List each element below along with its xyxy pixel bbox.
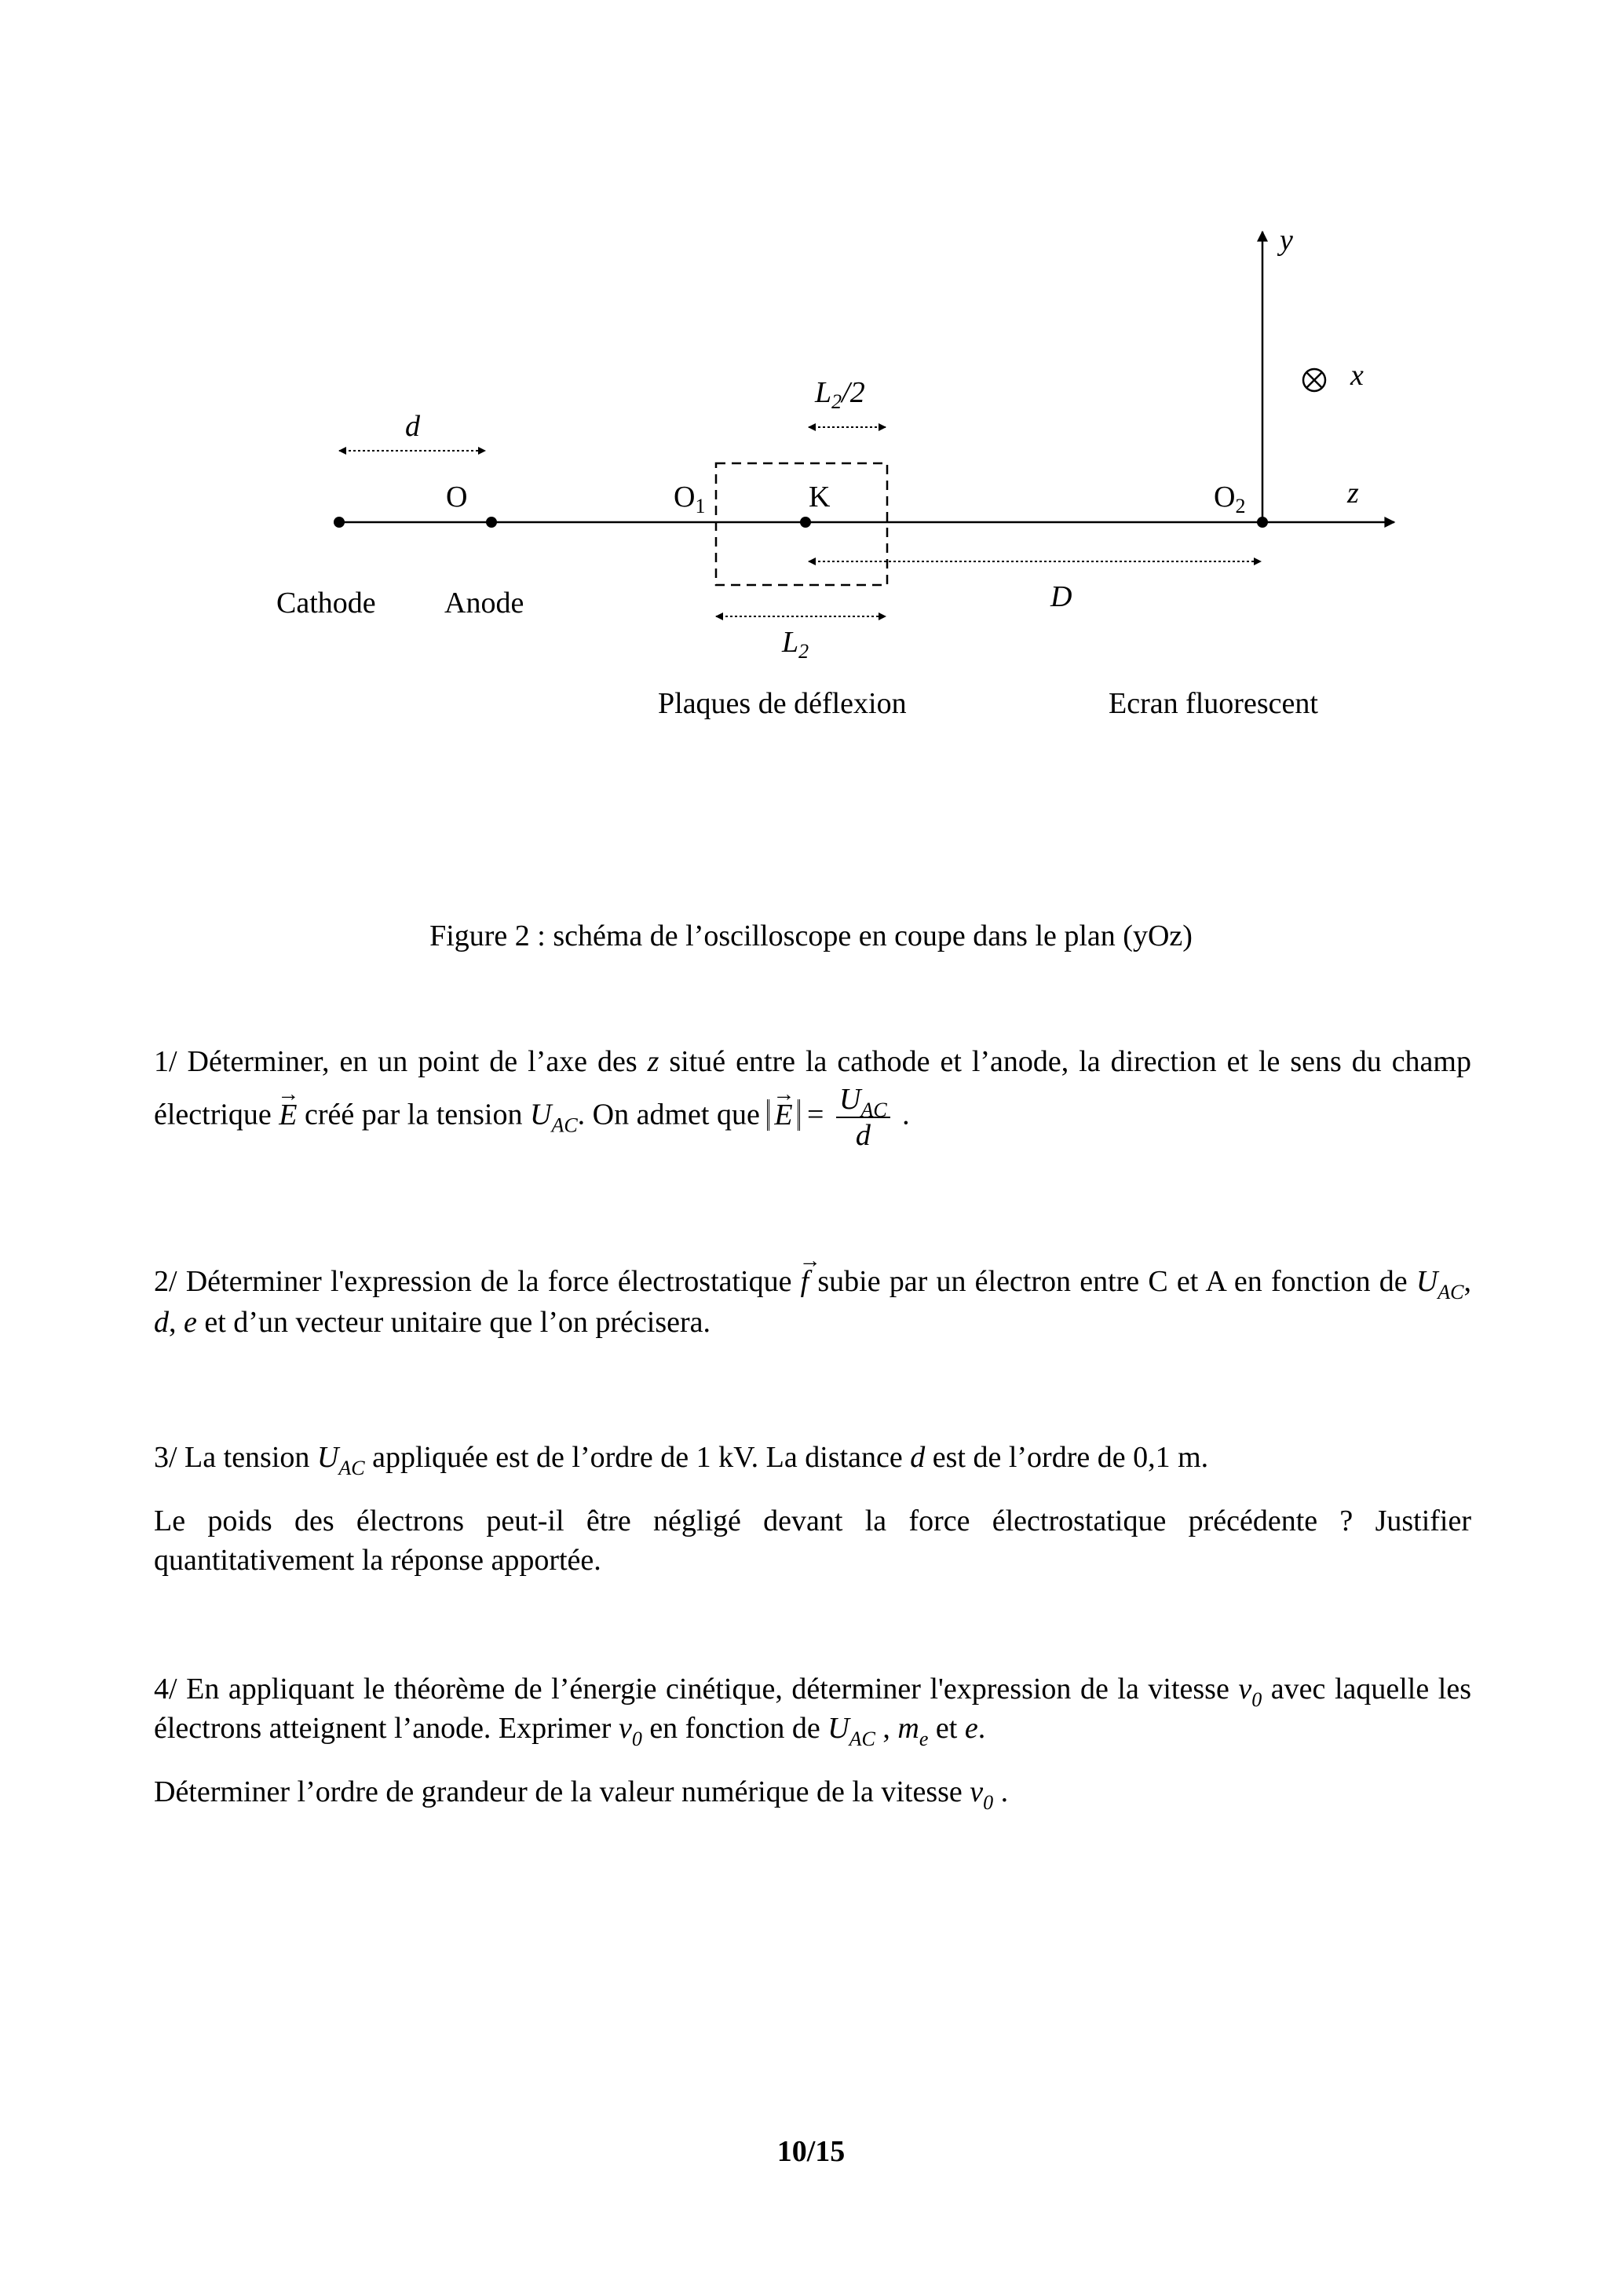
question-4-part-2: Déterminer l’ordre de grandeur de la valeur numérique de la vitesse $v_0$ . bbox=[154, 1775, 1009, 1814]
question-2: 2/ Déterminer l'expression de la force électrostatique → f subie par un électron entre C et A en fonction de $U_{AC}$, d, e et d’un vecteur unitaire que l’on précisera. bbox=[154, 1261, 1471, 1343]
label-l2-half: $L_2/2$ bbox=[815, 376, 865, 413]
label-ecran: Ecran fluorescent bbox=[1109, 687, 1318, 720]
label-cathode: Cathode bbox=[276, 587, 376, 620]
page-number: 10/15 bbox=[776, 2135, 846, 2168]
o2-point bbox=[1257, 517, 1268, 528]
label-anode: Anode bbox=[444, 587, 524, 620]
label-O: O bbox=[446, 481, 468, 514]
cathode-point bbox=[334, 517, 345, 528]
label-O2: $O_2$ bbox=[1214, 481, 1246, 517]
oscilloscope-figure bbox=[0, 0, 1622, 785]
label-O1: $O_1$ bbox=[674, 481, 706, 517]
anode-point bbox=[486, 517, 497, 528]
label-plaques: Plaques de déflexion bbox=[658, 687, 907, 720]
label-K: K bbox=[809, 481, 831, 514]
question-3: 3/ La tension $U_{AC}$ appliquée est de l’ordre de 1 kV. La distance d est de l’ordre de 0,1 m. bbox=[154, 1441, 1209, 1479]
question-1: 1/ Déterminer, en un point de l’axe des z situé entre la cathode et l’anode, la direction et le sens du champ électrique → E créé par la tension $U_{AC}$. On admet que → E = $\frac{U_{AC}}{d}$ . bbox=[154, 1041, 1471, 1153]
question-3-part-2: Le poids des électrons peut-il être négligé devant la force électrostatique précédente ? Justifier quantitativement la réponse apportée. bbox=[154, 1504, 1471, 1577]
label-L2: $L_2$ bbox=[782, 626, 809, 663]
label-x: x bbox=[1350, 359, 1364, 392]
vector-E: → E bbox=[279, 1095, 297, 1135]
vector-f: → f bbox=[801, 1261, 809, 1302]
k-point bbox=[800, 517, 811, 528]
question-4: 4/ En appliquant le théorème de l’énergie cinétique, déterminer l'expression de la vitesse $v_0$ avec laquelle les électrons atteignent l’anode. Exprimer $v_0$ en fonction de $U_{AC}$ , $m_e$ et e. bbox=[154, 1673, 1471, 1750]
figure-caption: Figure 2 : schéma de l’oscilloscope en coupe dans le plan (yOz) bbox=[429, 919, 1193, 952]
label-d: d bbox=[405, 410, 420, 443]
label-y: y bbox=[1280, 224, 1293, 257]
fraction-uac-over-d: $\frac{U_{AC}}{d}$ bbox=[836, 1082, 890, 1153]
norm-E: → E bbox=[767, 1099, 799, 1131]
x-axis-into-page-icon bbox=[1303, 369, 1325, 391]
label-D: D bbox=[1050, 580, 1072, 613]
label-z: z bbox=[1347, 477, 1359, 510]
